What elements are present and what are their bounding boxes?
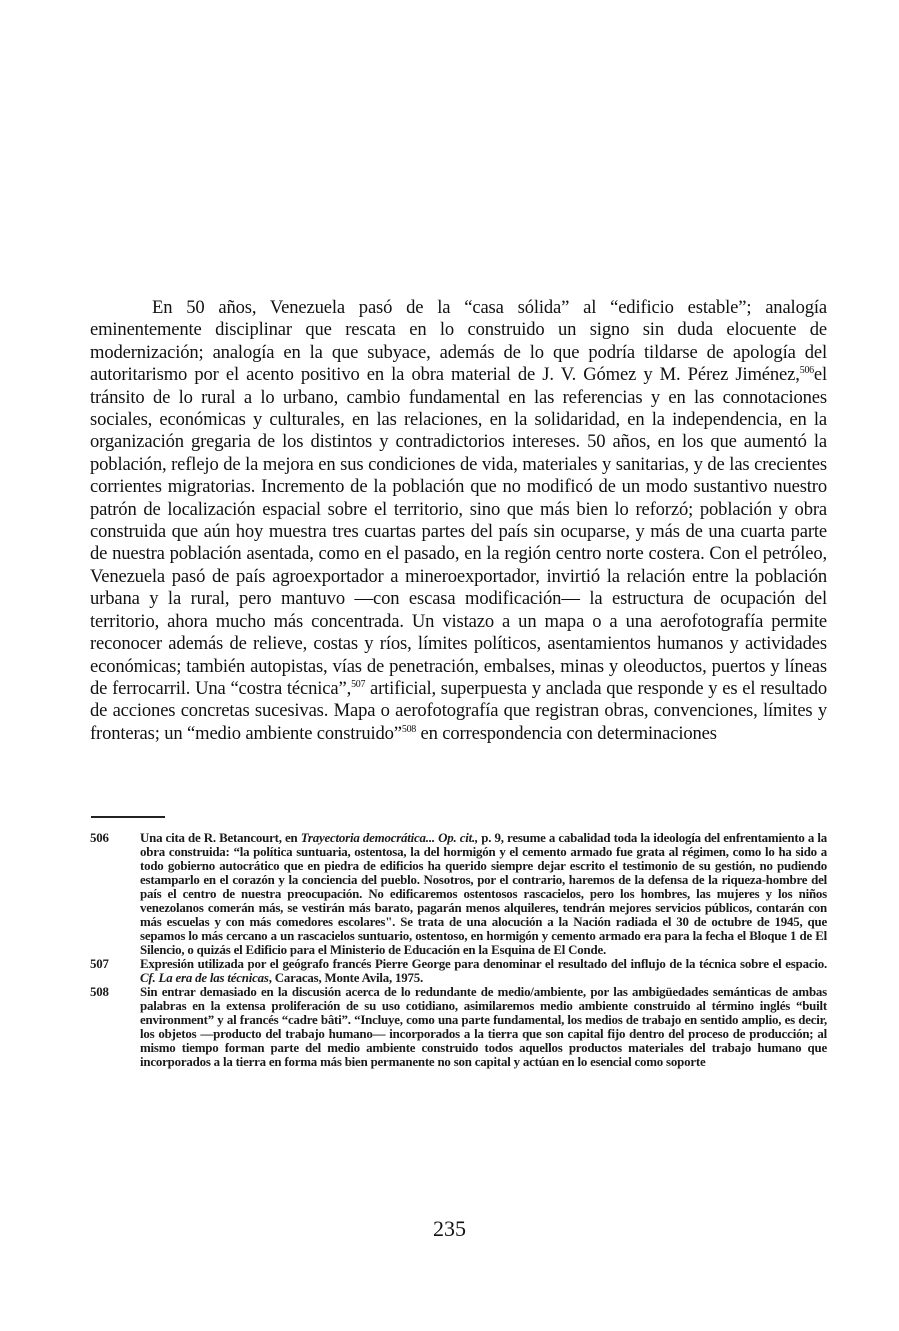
footnote-number: 508: [90, 985, 109, 999]
footnote-citation-title: Trayectoria democrática... Op. cit.,: [300, 831, 479, 845]
footnote-text: [140, 957, 827, 985]
footnote-text: [140, 831, 827, 957]
body-text-segment: En 50 años, Venezuela pasó de la “casa sólida” al “edificio estable”; analogía eminentemente disciplinar que rescata en lo construido un signo sin duda elocuente de modernización; analogía en la que subyace, además de lo que podría tildarse de apología del autoritarismo por el acento positivo en la obra material de J. V. Gómez y M. Pérez Jiménez,: [90, 297, 827, 386]
footnote-text: Sin entrar demasiado en la discusión acerca de lo redundante de medio/ambiente, por las ambigüedades semánticas de ambas palabras en la extensa proliferación de su uso cotidiano, asimilaremos medio ambiente construido al término inglés “built environment” y al francés “cadre bâti”. “Incluye, como una parte fundamental, los medios de trabajo en sentido amplio, es decir, los objetos —producto del trabajo humano— incorporados a la tierra que son capital fijo dentro del proceso de producción; al mismo tiempo forman parte del medio ambiente construido todos aquellos productos materiales del trabajo humano que incorporados a la tierra en forma más bien permanente no son capital y actúan en lo esencial como soporte: [140, 985, 827, 1069]
body-text: [90, 297, 827, 745]
footnote-citation-title: Cf. La era de las técnicas: [140, 971, 269, 985]
body-paragraph: [90, 297, 827, 745]
footnote-ref-507[interactable]: 507: [351, 678, 366, 690]
footnote-text-part: , Caracas, Monte Avila, 1975.: [268, 971, 424, 985]
body-text-segment: artificial, superpuesta y anclada que responde y es el resultado de acciones concretas sucesivas. Mapa o aerofotografía que registran obras, convenciones, límites y fronteras; un “medio ambiente construido”: [90, 677, 827, 744]
footnote-text-part: Expresión utilizada por el geógrafo francés Pierre George para denominar el resultado del influjo de la técnica sobre el espacio.: [140, 957, 827, 971]
footnote-number: 507: [90, 957, 109, 971]
footnote-text-part: Una cita de R. Betancourt, en: [140, 831, 301, 845]
footnote-number: 506: [90, 831, 109, 845]
page-number: 235: [433, 1216, 466, 1241]
footnotes: [90, 831, 827, 1069]
footnote-506: [90, 831, 827, 957]
footnote-ref-508[interactable]: 508: [401, 723, 417, 735]
body-text-segment: en correspondencia con determinaciones: [416, 722, 717, 744]
footnote-507: [90, 957, 827, 985]
footnote-separator: [91, 816, 165, 818]
body-text-segment: el tránsito de lo rural a lo urbano, cambio fundamental en las referencias y en las connotaciones sociales, económicas y culturales, en las relaciones, en la solidaridad, en la independencia, en la organización gregaria de los distintos y contradictorios intereses. 50 años, en los que aumentó la población, reflejo de la mejora en sus condiciones de vida, materiales y sanitarias, y de las crecientes corrientes migratorias. Incremento de la población que no modificó de un modo sustantivo nuestro patrón de localización espacial sobre el territorio, sino que más bien lo reforzó; población y obra construida que aún hoy muestra tres cuartas partes del país sin ocuparse, y más de una cuarta parte de nuestra población asentada, como en el pasado, en la región centro norte costera. Con el petróleo, Venezuela pasó de país agroexportador a mineroexportador, invirtió la relación entre la población urbana y la rural, pero mantuvo —con escasa modificación— la estructura de ocupación del territorio, ahora mucho más concentrada. Un vistazo a un mapa o a una aerofotografía permite reconocer además de relieve, costas y ríos, límites políticos, asentamientos humanos y actividades económicas; también autopistas, vías de penetración, embalses, minas y oleoductos, puertos y líneas de ferrocarril. Una “costra técnica”,: [90, 364, 827, 699]
footnote-text-part: p. 9, resume a cabalidad toda la ideología del enfrentamiento a la obra construida: “la política suntuaria, ostentosa, la del hormigón y el cemento armado fue grata al régimen, como lo ha sido a todo gobierno autocrático que en piedra de edificios ha querido siempre dejar escrito el testimonio de su gestión, no pudiendo estamparlo en el corazón y la conciencia del pueblo. Nosotros, por el contrario, haremos de la defensa de la riqueza-hombre del país el centro de nuestra preocupación. No edificaremos ostentosos rascacielos, pero los hombres, las mujeres y los niños venezolanos comerán más, se vestirán más barato, pagarán menos alquileres, tendrán mejores servicios públicos, contarán con más escuelas y con más comedores escolares". Se trata de una alocución a la Nación radiada el 30 de octubre de 1945, que sepamos lo más cercano a un rascacielos suntuario, ostentoso, en hormigón y cemento armado era para la fecha el Bloque 1 de El Silencio, o quizás el Edificio para el Ministerio de Educación en la Esquina de El Conde.: [140, 831, 827, 957]
footnote-ref-506[interactable]: 506: [799, 365, 814, 377]
footnote-508: [90, 985, 827, 1069]
